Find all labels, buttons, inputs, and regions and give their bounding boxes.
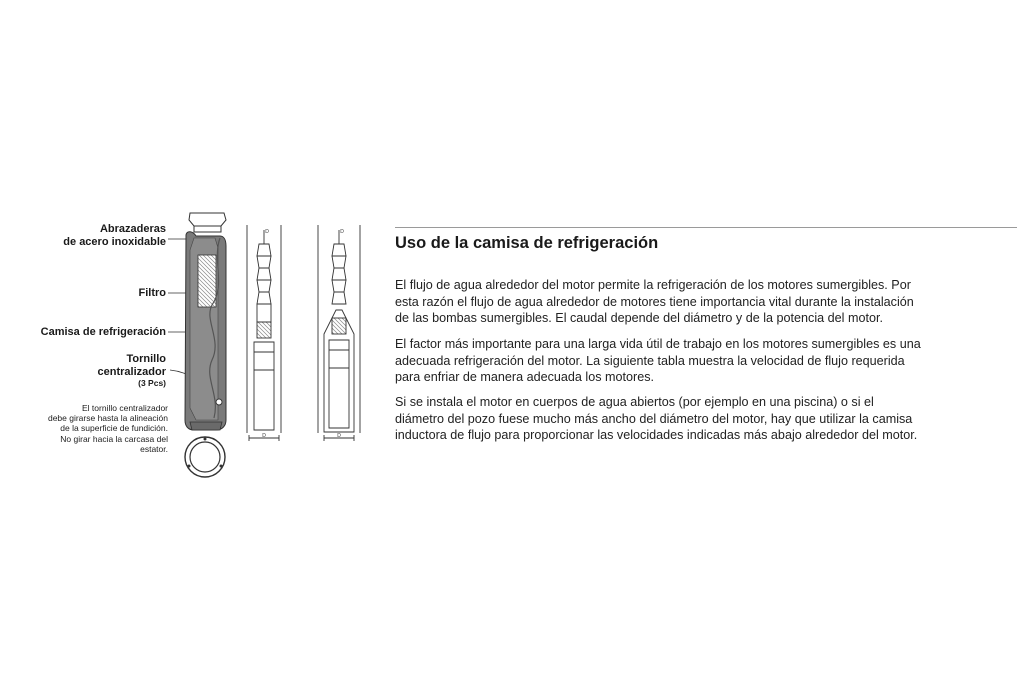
- jacket-ring-top-view: [185, 437, 225, 477]
- section-divider: [395, 227, 1017, 228]
- callout-clamps-line1: Abrazaderas: [99, 223, 166, 235]
- note-line: El tornillo centralizador: [82, 403, 168, 413]
- note-line: debe girarse hasta la alineación: [47, 413, 168, 424]
- paragraph-line: para enfriar de manera adecuada los motores.: [395, 370, 655, 384]
- diagram-area: [0, 0, 390, 683]
- paragraph-motor-life: [395, 336, 1017, 386]
- note-line: No girar hacia la carcasa del: [60, 433, 168, 444]
- pump-cutaway: [185, 213, 226, 430]
- callout-screw-qty: (3 Pcs): [138, 378, 166, 389]
- paragraph-line: diámetro del pozo fuese mucho más ancho del diámetro del motor, hay que utilizar la camisa: [395, 411, 913, 426]
- dimension-label-middle-top: D: [265, 229, 269, 235]
- callout-screw-line2: centralizador: [97, 365, 166, 378]
- paragraph-cooling-flow: [395, 277, 1017, 327]
- pump-in-well-schematic: [247, 225, 281, 441]
- paragraph-line: adecuada refrigeración del motor. La siguiente tabla muestra la velocidad de flujo requerida: [395, 353, 905, 368]
- callout-jacket-label: Camisa de refrigeración: [40, 326, 166, 338]
- note-line: de la superficie de fundición.: [60, 423, 168, 434]
- callout-clamps-line2: de acero inoxidable: [63, 235, 166, 248]
- pump-with-jacket-schematic: [318, 225, 360, 441]
- section-title: Uso de la camisa de refrigeración: [395, 234, 659, 252]
- callout-screw-line1: Tornillo: [126, 353, 166, 365]
- dimension-label-middle: D: [262, 433, 266, 439]
- paragraph-line: inductora de flujo para proporcionar las velocidades indicadas más abajo alrededor del motor.: [395, 428, 918, 442]
- cooling-jacket-figure: [0, 0, 390, 683]
- paragraph-open-water: [395, 394, 1017, 444]
- paragraph-line: Si se instala el motor en cuerpos de agua abiertos (por ejemplo en una piscina) o si el: [395, 395, 874, 409]
- dimension-label-right: D: [337, 433, 341, 439]
- callout-filter-label: Filtro: [138, 287, 166, 299]
- note-line: estator.: [140, 443, 168, 454]
- paragraph-line: El factor más importante para una larga vida útil de trabajo en los motores sumergibles es una: [395, 337, 921, 351]
- paragraph-line: esta razón el flujo de agua alrededor de motores tiene importancia vital durante la instalación: [395, 294, 914, 309]
- dimension-label-right-top: D: [340, 229, 344, 235]
- paragraph-line: El flujo de agua alrededor del motor permite la refrigeración de los motores sumergibles. Por: [395, 278, 911, 292]
- paragraph-line: de las bombas sumergibles. El caudal depende del diámetro y de la potencia del motor.: [395, 311, 883, 325]
